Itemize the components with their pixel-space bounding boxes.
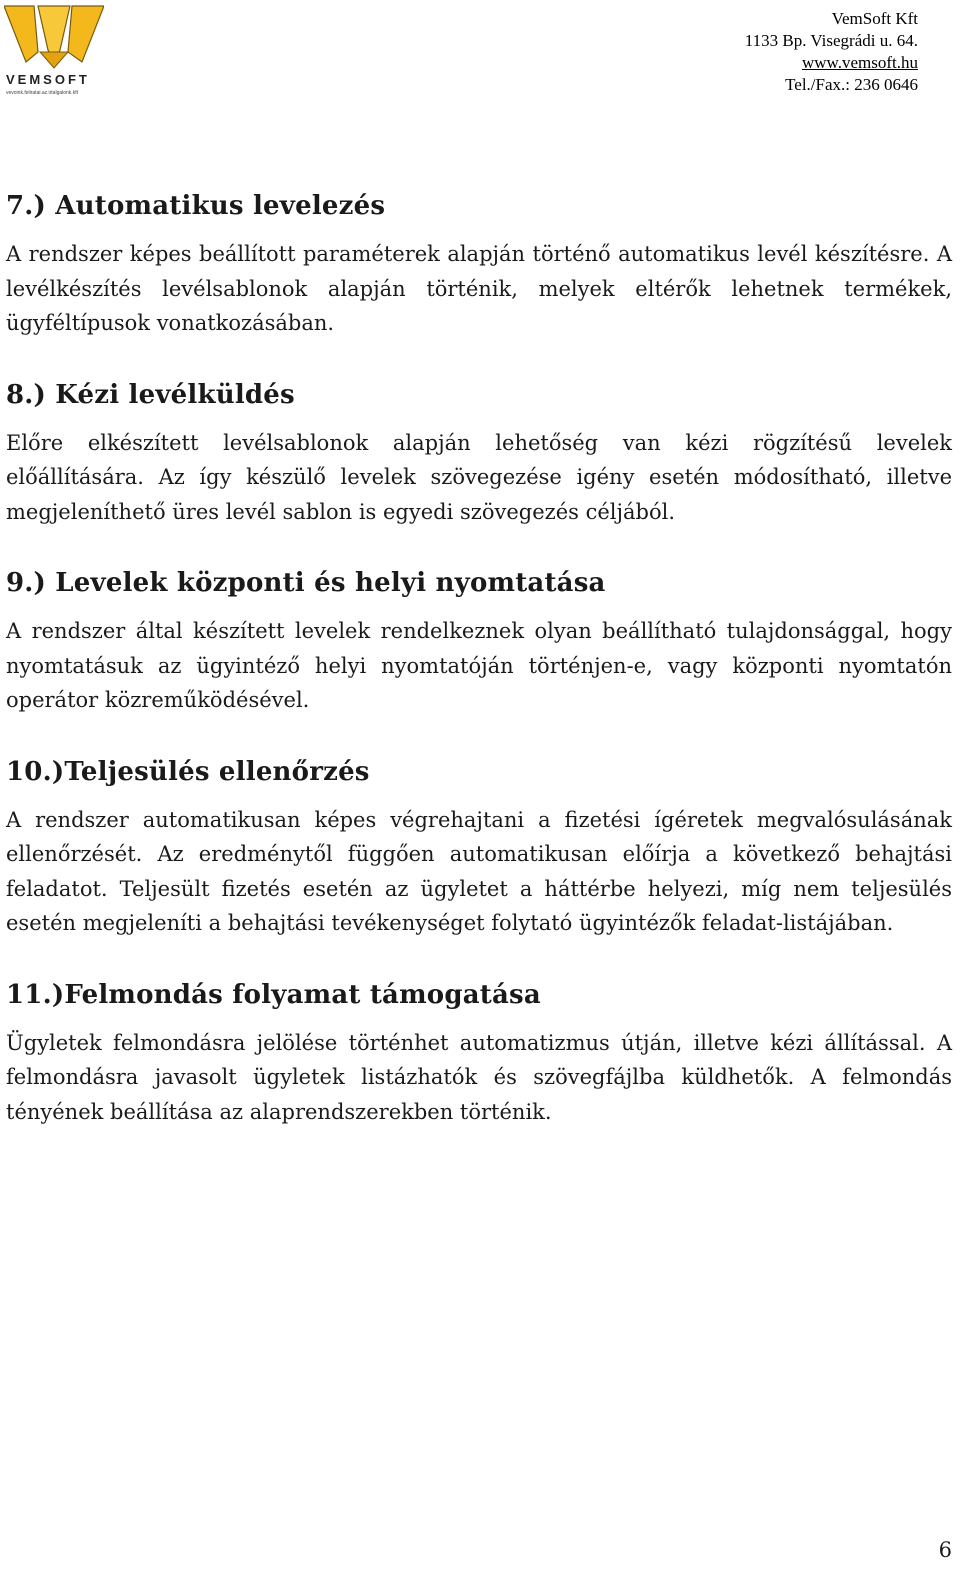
section-heading: 10.)Teljesülés ellenőrzés [6, 756, 370, 787]
logo-text: VEMSOFT [6, 72, 90, 87]
company-phone: Tel./Fax.: 236 0646 [785, 75, 918, 94]
section-paragraph: Előre elkészített levélsablonok alapján lehetőség van kézi rögzítésű levelek előállítására. Az így készülő levelek szövegezése igény esetén módosítható, illetve megjeleníthető üres levél sablon is egyedi szövegezés céljából. [6, 430, 952, 524]
company-logo [4, 4, 104, 96]
company-name: VemSoft Kft [831, 9, 918, 28]
section-manual-mailing [6, 375, 952, 564]
section-heading: 7.) Automatikus levelezés [6, 191, 386, 221]
company-address: 1133 Bp. Visegrádi u. 64. [744, 31, 918, 50]
section-paragraph: A rendszer automatikusan képes végrehajtani a fizetési ígéretek megvalósulásának ellenőrzését. Az eredménytől függően automatikusan előírja a következő behajtási feladatot. Teljesült fizetés esetén az ügyletet a háttérbe helyezi, míg nem teljesülés esetén megjeleníti a behajtási tevékenységet folytató ügyintézők feladat-listájában. [6, 807, 952, 935]
company-website-link[interactable]: www.vemsoft.hu [802, 53, 918, 72]
section-paragraph: Ügyletek felmondásra jelölése történhet automatizmus útján, illetve kézi állítással. A felmondásra javasolt ügyletek listázhatók és szövegfájlba küldhetők. A felmondás tényének beállítása az alaprendszerekben történik. [6, 1030, 952, 1124]
page-number: 6 [938, 1538, 952, 1562]
section-fulfillment-check [6, 752, 952, 975]
section-printing [6, 563, 952, 752]
section-automatic-mailing [6, 186, 952, 375]
section-heading: 9.) Levelek központi és helyi nyomtatása [6, 568, 606, 598]
vemsoft-logo-icon [4, 4, 104, 96]
section-termination-support [6, 975, 952, 1130]
section-heading: 8.) Kézi levélküldés [6, 379, 295, 410]
section-paragraph: A rendszer képes beállított paraméterek alapján történő automatikus levél készítésre. A levélkészítés levélsablonok alapján történik, melyek eltérők lehetnek termékek, ügyféltípusok vonatkozásában. [6, 242, 952, 335]
logo-tagline: vevoink.feliratai.az.irtalgalonk.kft [6, 90, 78, 96]
company-info [745, 8, 918, 96]
section-heading: 11.)Felmondás folyamat támogatása [6, 979, 541, 1010]
section-paragraph: A rendszer által készített levelek rendelkeznek olyan beállítható tulajdonsággal, hogy nyomtatásuk az ügyintéző helyi nyomtatóján történjen-e, vagy központi nyomtatón operátor közreműködésével. [6, 619, 952, 712]
document-body [6, 186, 952, 1129]
